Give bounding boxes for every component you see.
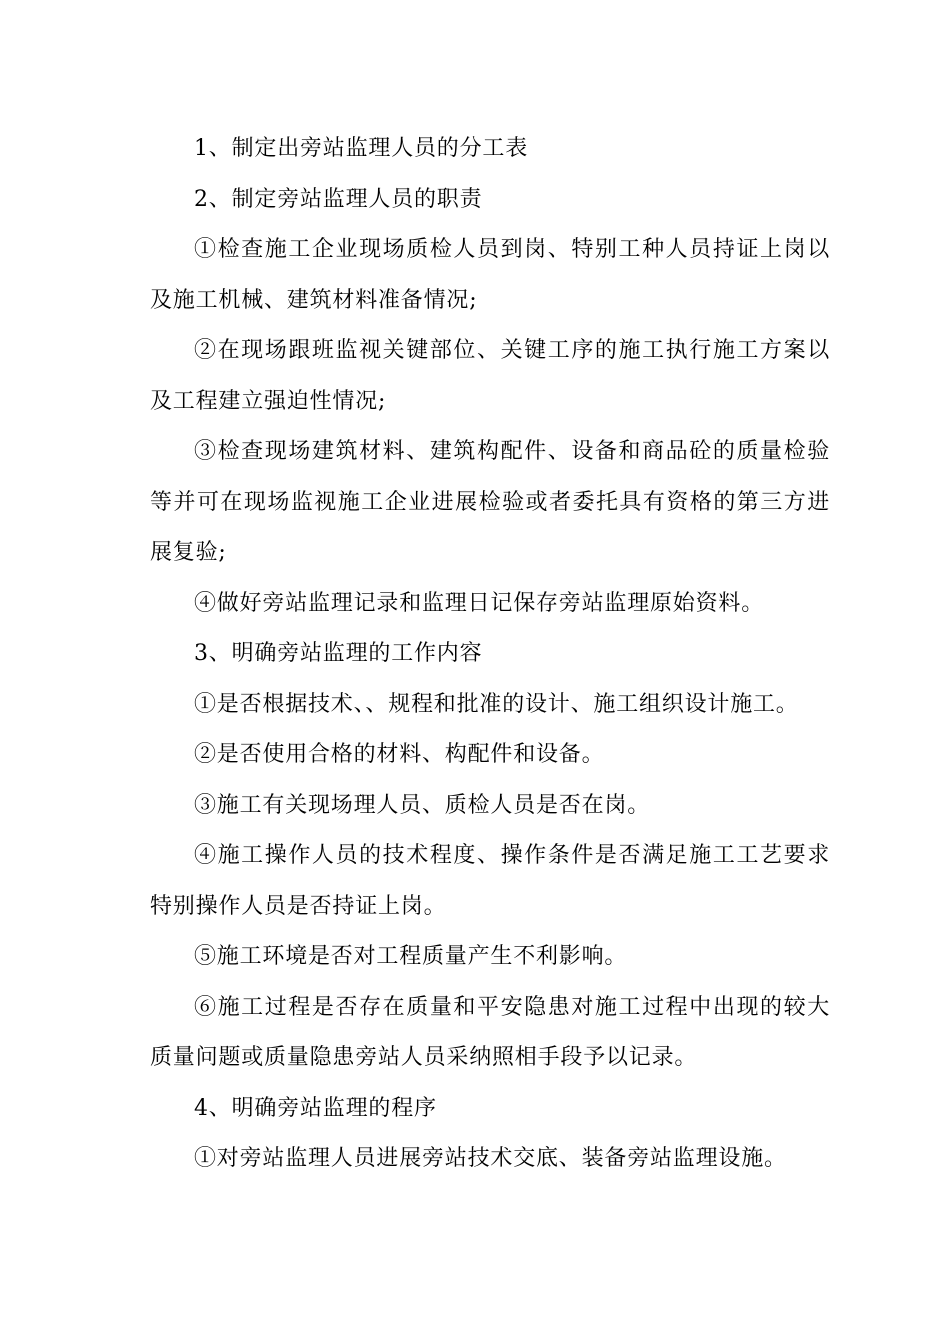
duty-item-4: ④做好旁站监理记录和监理日记保存旁站监理原始资料。 [194, 590, 765, 616]
document-body [150, 124, 830, 1185]
content-item-5: ⑤施工环境是否对工程质量产生不利影响。 [194, 944, 628, 969]
procedure-item-1: ①对旁站监理人员进展旁站技术交底、装备旁站监理设施。 [194, 1146, 787, 1171]
content-item-2: ②是否使用合格的材料、构配件和设备。 [194, 742, 605, 767]
heading-1-division-table: 1、制定出旁站监理人员的分工表 [194, 136, 528, 161]
heading-4-procedure: 4、明确旁站监理的程序 [194, 1095, 437, 1121]
heading-2-duties: 2、制定旁站监理人员的职责 [194, 186, 483, 212]
content-item-6: ⑥施工过程是否存在质量和平安隐患对施工过程中出现的较大质量问题或质量隐患旁站人员采纳照相手段予以记录。 [150, 994, 830, 1070]
duty-item-1: ①检查施工企业现场质检人员到岗、特别工种人员持证上岗以及施工机械、建筑材料准备情况; [150, 237, 830, 313]
duty-item-3: ③检查现场建筑材料、建筑构配件、设备和商品砼的质量检验等并可在现场监视施工企业进展检验或者委托具有资格的第三方进展复验; [150, 439, 830, 565]
content-item-1: ①是否根据技术、、规程和批准的设计、施工组织设计施工。 [194, 691, 799, 717]
duty-item-2: ②在现场跟班监视关键部位、关键工序的施工执行施工方案以及工程建立强迫性情况; [150, 338, 830, 414]
content-item-4: ④施工操作人员的技术程度、操作条件是否满足施工工艺要求特别操作人员是否持证上岗。 [150, 843, 830, 919]
content-item-3: ③施工有关现场理人员、质检人员是否在岗。 [194, 792, 651, 818]
heading-3-work-content: 3、明确旁站监理的工作内容 [194, 641, 483, 666]
